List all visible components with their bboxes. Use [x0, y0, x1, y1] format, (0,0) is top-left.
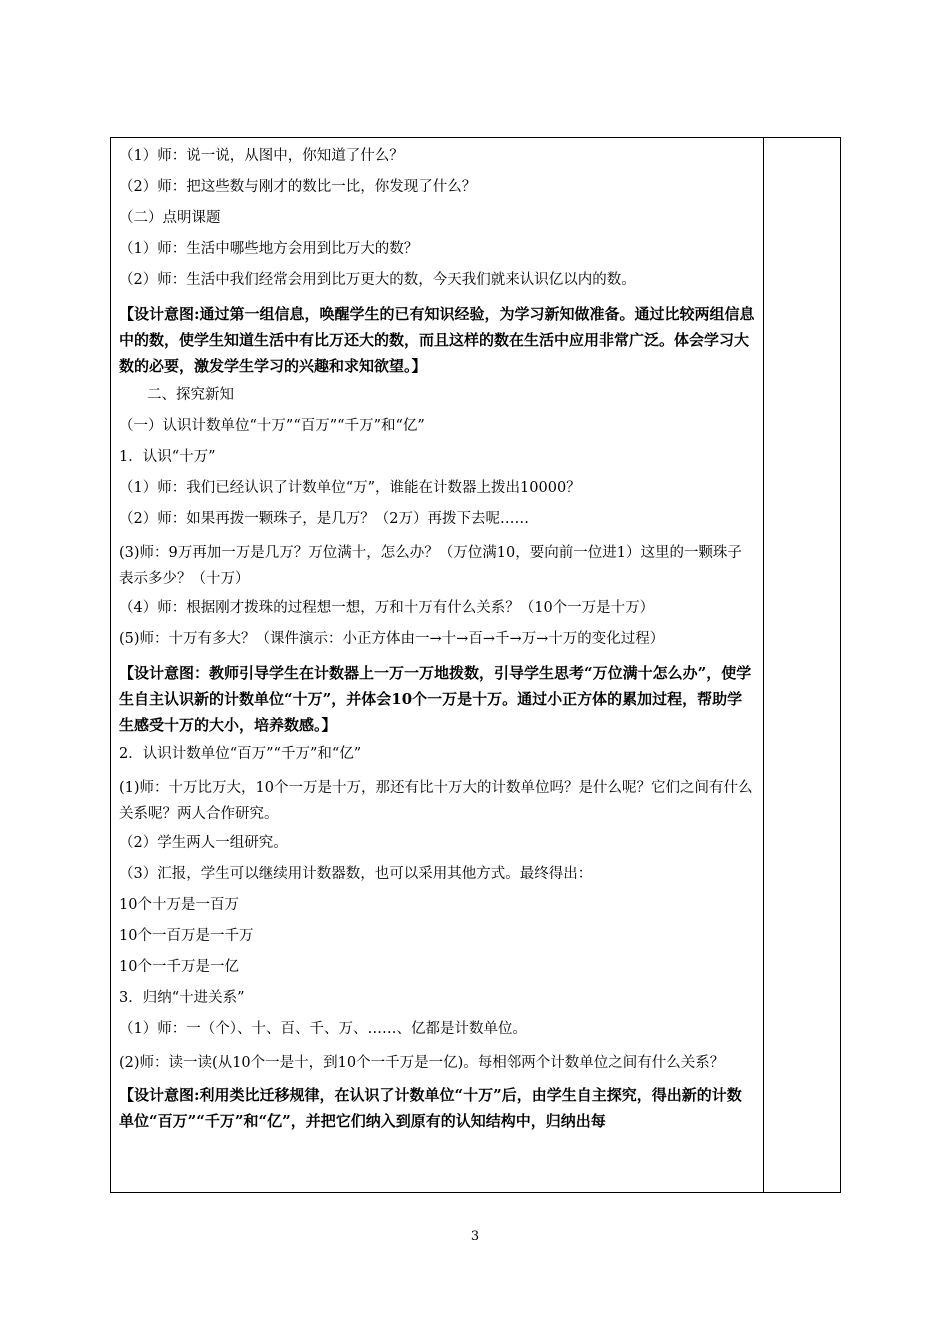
text-line: （2）师：把这些数与刚才的数比一比，你发现了什么？: [119, 179, 477, 195]
text-line: （二）点明课题: [119, 210, 221, 226]
section-heading: 二、探究新知: [147, 387, 234, 403]
text-line: （2）师：生活中我们经常会用到比万更大的数，今天我们就来认识亿以内的数。: [119, 272, 636, 288]
page-number: 3: [470, 1229, 480, 1244]
column-divider: [763, 138, 764, 1192]
text-line: （1）师：一（个）、十、百、千、万、……、亿都是计数单位。: [119, 1021, 527, 1037]
text-line: 1．认识“十万”: [119, 449, 216, 465]
text-line: （1）师：我们已经认识了计数单位“万”，谁能在计数器上拨出10000？: [119, 480, 581, 496]
text-line: （2）师：如果再拨一颗珠子，是几万？（2万）再拨下去呢……: [119, 511, 529, 527]
text-line: （3）汇报，学生可以继续用计数器数，也可以采用其他方式。最终得出：: [119, 866, 593, 882]
design-intent: 【设计意图：教师引导学生在计数器上一万一万地拨数，引导学生思考“万位满十怎么办”，使学生自主认识新的计数单位“十万”，并体会10个一万是十万。通过小正方体的累加过程，帮助学生感受十万的大小，培养数感。】: [119, 664, 752, 734]
text-line: (1)师：十万比万大，10个一万是十万，那还有比十万大的计数单位吗？是什么呢？它们之间有什么关系呢？两人合作研究。: [119, 780, 753, 822]
text-line: (5)师：十万有多大？（课件演示：小正方体由一→十→百→千→万→十万的变化过程）: [119, 631, 665, 647]
lesson-content: [119, 146, 755, 1140]
text-line: (2)师：读一读(从10个一是十，到10个一千万是一亿)。每相邻两个计数单位之间有什么关系？: [119, 1055, 725, 1071]
text-line: 2．认识计数单位“百万”“千万”和“亿”: [119, 746, 362, 762]
subsection-heading: （一）认识计数单位“十万”“百万”“千万”和“亿”: [119, 418, 425, 434]
text-line: 10个十万是一百万: [119, 897, 239, 913]
text-line: （1）师：说一说，从图中，你知道了什么？: [119, 148, 404, 164]
design-intent: 【设计意图:利用类比迁移规律，在认识了计数单位“十万”后，由学生自主探究，得出新的计数单位“百万”“千万”和“亿”，并把它们纳入到原有的认知结构中，归纳出每: [119, 1086, 742, 1130]
text-line: （4）师：根据刚才拨珠的过程想一想，万和十万有什么关系？（10个一万是十万）: [119, 600, 655, 616]
text-line: （1）师：生活中哪些地方会用到比万大的数？: [119, 241, 419, 257]
text-line: 10个一百万是一千万: [119, 928, 254, 944]
text-line: 3．归纳“十进关系”: [119, 990, 245, 1006]
design-intent: 【设计意图:通过第一组信息，唤醒学生的已有知识经验，为学习新知做准备。通过比较两组信息中的数，使学生知道生活中有比万还大的数，而且这样的数在生活中应用非常广泛。体会学习大数的必要，激发学生学习的兴趣和求知欲望。】: [119, 305, 755, 375]
text-line: （2）学生两人一组研究。: [119, 835, 288, 851]
lesson-table: [110, 137, 841, 1193]
text-line: 10个一千万是一亿: [119, 959, 239, 975]
text-line: (3)师：9万再加一万是几万？万位满十，怎么办？（万位满10，要向前一位进1）这里的一颗珠子表示多少？（十万）: [119, 545, 742, 587]
